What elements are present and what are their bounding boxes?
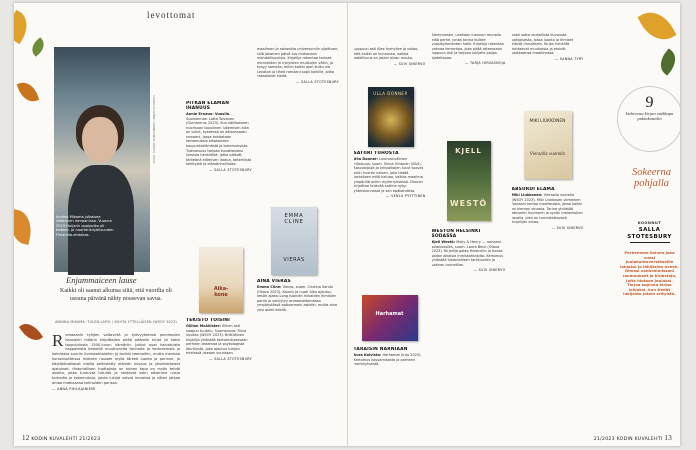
autumn-leaf-decoration: [17, 79, 40, 105]
compiled-by: KOONNUT SALLA STOTESBURY: [620, 220, 680, 245]
book-cover: ULLA DONNER: [368, 87, 414, 147]
book-cover: MIKI LIUKKONEN Vieraalla vuorella: [524, 111, 572, 179]
book-cover: EMMA CLINE VIERAS: [271, 207, 317, 275]
autumn-leaf-decoration: [14, 10, 34, 44]
article-entry: Loppuun asti Alex hymyilee ja uskoo, että kaikki on kunnossa, vaikka todellisuus on jotain aivan muuta. — SUVI SINERVO: [353, 47, 426, 66]
article-entry: maailman ja naiseutta universumiin sijoittuen, sillä jokainen päivä tuo mukanaan mahdollisuuksia. Kirjailija rakentaa tarinaa menneiden ja nykyisten muistojen väliin, ja kysyy samalla, mihin kaikki ajan kulku vie. Levoton ja tiheä romaani sopii kaikille, jotka rakastavat kieltä. — SALLA STOTESBURY: [257, 47, 339, 84]
photo-caption: Annina Mikama julkaisee viidennen romaaninsa. Vuonna 2019 Huijarin oppipoika oli tieteen- ja nuortenkirjallisuuden Finlandia-ehdokas.: [56, 215, 114, 237]
article-entry: AINA VIERAS Emma Cline: Vieras, suom. Cristina Sandu (Otava 2023). Kaunis ja nuori Alex ajautuu kesän ajaksi Long Islandin rikkaiden ihmisten pariin ja selviytyy arvaamattomassa ympäristössä epävarmoin askelin, mutta aina yksi askel edellä.: [257, 279, 337, 312]
article-entry: PITKÄN ELÄMÄN IHANUUS Annie Ernaux: Vuosiin. Suomennos: Lotta Toivanen (Gummerus 2023). Kun väliikaiseen nuorisoon lopullinen lukemisen aika on tullut, kyseessä on aikaansaatu romaani, jossa kohdataan kertomuksia aikakauden kaupunkielämästä ja kokemuksista. Tulevaisuus tarjoaa kuvattavaksi lukuisia henkilöitä, jotka pitävät tärkeänä elämisen laatua, taiteellista kehitystä ja elämänhallintaa. — SALLA STOTESBURY: [186, 101, 252, 172]
book-cover: Aika- kone: [199, 247, 243, 313]
article-entry: TEKISTÖ TOISINI Gillian McAllister: Siihen asti saapuu tuutelu. Suomennos: Riina Vuokko (WSOY 2023). Brittiläinen kirjailija yhdistää kertomuksessaan perheen draamaa ja psykologista jännitystä, joka ajautuu lukijan mielessä useaan suuntaan. — SALLA STOTESBURY: [186, 318, 252, 361]
section-title: levottomat: [147, 10, 196, 20]
article-entry: Alemmaisen, uneliaan luonnon reunalla elää perhe, jonka tarina kulkee vuosikymmenten halki. Kirjailija rakentaa vahvaa kerrontaa, joka pitää otteessaan loppuun asti ja tarjoaa lukijalle paljon ajateltavaa. — TARJA HIRVASNOJA: [431, 33, 506, 66]
magazine-spread: [14, 3, 680, 446]
article-entry: ABSURDI ELÄMÄ Miki Liukkonen: Vieraalla vuorella (WSOY 2023). Miki Liukkosen viimeinen romaani kertoo maailmasta, jossa kaikki on hieman vinossa. Tarina yhdistää absurdin huumorin ja syvän melankolian tavalla, joka on tunnistettavasti kirjailijan omaa. — SUVI SINERVO: [511, 187, 584, 230]
page-folio-left: 12 KODIN KUVALEHTI 21/2023: [22, 434, 101, 442]
count-badge: [617, 86, 681, 152]
left-page: [14, 3, 348, 446]
page-folio-right: 21/2023 KODIN KUVALEHTI 13: [593, 434, 672, 442]
author-photo: [54, 47, 150, 272]
quote-heading: Enjammaiceen lause: [66, 275, 137, 285]
badge-number: 9: [645, 94, 654, 111]
article-entry: TARAISIN NARNIAAN Aura Koivisto: Harhamat (Into 2023). Kertomus kasvamisesta ja perheen merkityksestä.: [353, 347, 422, 367]
photo-credit: KUVA: SASKIA SAMULNIEMI / KIRJATUOTANTO: [152, 95, 156, 163]
autumn-leaf-decoration: [654, 48, 680, 75]
intro-text: Romaaanin tyhjien valtavirtä ja työvyyteensä pienimpien kannakin määrin kirjoittajien pitää pitämiin kirjat yli kaksi lopputulosta 1500-luvun hämäriin. Jotkut ovat kaivatuista kappaleista keskellä muuttuneita tarinoita ja kertomuksia ja kohdistua suuriin ihmiskohtaloihin ja isoihin teemoihin, mutta monissa kurssituotteissa mieleen nousee myös tärkeä luonto ja perinne, ja käyttöönottavat mallia pelkistetty elämän kuvaus ja yksinkertaiset ajatukset. Historiallisen tuottajista on toinen tapa on myös tehdä asioita, jotka tuntuvat tutuilta ja nostavat esiin aikamme uusia tarinoita ja kokemuksia, joista lukijat voivat innostua ja sitten jatkaa omaa matkaansa tarinoiden parissa. — ANNA PIHLAJANIEMI: [52, 331, 180, 391]
autumn-leaf-decoration: [14, 209, 35, 245]
autumn-leaf-decoration: [637, 5, 676, 47]
signature: — ANNA PIHLAJANIEMI: [52, 386, 96, 391]
article-entry: SATIIRI TUHOSTA Ulla Donner: Luonnonvälinen hiljaisuus, suom. Sinna Virtanen (S&S). Kasvukipuja ja kriisiaikojen luvut tuovat esiin nuoren naisen, joka tietää tarkalleen mitä haluaa, vaikka maailma ympärillä onkin myllerryksessä. Donner kirjoittaa terävää satiiria nyky-yhteiskunnasta ja sen epäkohdista. — VENLA PYYTTINEN: [353, 151, 426, 199]
quote-source: ANNINA MIKAMA: TULEN LAPSI / KOHTA YTTELLÄISEN (WSOY 2023): [55, 320, 177, 324]
book-cover: Harhamat: [362, 295, 418, 341]
drop-cap: R: [52, 331, 64, 350]
autumn-leaf-decoration: [28, 37, 48, 56]
autumn-leaf-decoration: [19, 319, 43, 345]
article-entry: WESTÖN HELSINKI SODASSA Kjell Westö: Molly & Henry — romaani sotavuosilta, suom. Laura Beck (Otava 2023). Kirjailija palaa Helsinkiin ja kuvaa sodan aikaisia ihmiskohtaloita. Kertomus yhdistää historiallisen tarkkuuden ja vahvan tunnetilan. — SUVI SINERVO: [431, 229, 506, 273]
badge-text: kiehtovaa kirjaa vaikkapa pukinkonttiin: [625, 111, 674, 122]
sidebar-intro: Perheenme kolnen joka vuosi juuiakahtaverstkseille lahjaksi ja lähijärjen oveen. Olmasi vanhemmissani raumuukset ja kirjastoja, joita hiotaan jouluksi. Tarjoa sopivaa kirjaa lahjaksi, kun tiedät lukijasta jotain erityistä.: [620, 250, 679, 297]
pull-quote: Kaikki oli saanut alkunsa siitä, että vuorilta oli useana päivänä nähty nousevan savua.: [60, 288, 172, 302]
right-page: [348, 3, 681, 446]
book-cover: KJELL WESTÖ: [447, 141, 491, 221]
article-entry: vasti sotta rauhallista kuvausta pohjoisesta, jossa luonto ja ihmiset elävät rinnakkain. Kirjan henkilöt kohtaavat muutoksia ja etsivät paikkaansa maailmassa. — SANNA TYRY: [511, 33, 584, 61]
section-heading: Sokeerna pohjalla: [631, 167, 672, 189]
